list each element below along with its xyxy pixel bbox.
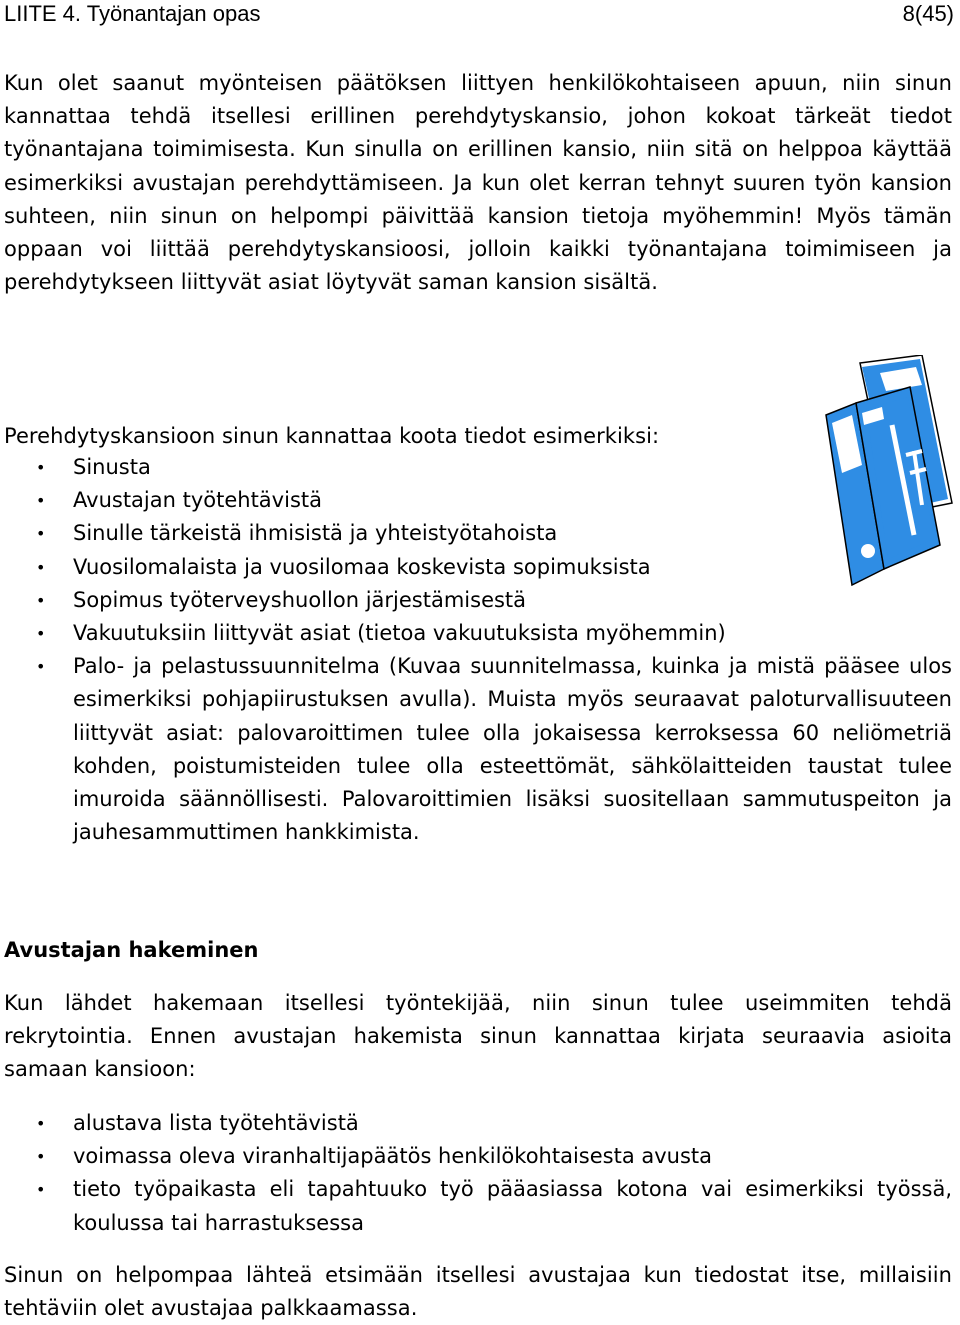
page-number: 8(45) [902, 1, 954, 26]
folder-items-list [0, 451, 952, 849]
bullet-icon: • [36, 1180, 46, 1200]
list-item: • Vakuutuksiin liittyvät asiat (tietoa vakuutuksista myöhemmin) [0, 617, 952, 650]
recruit-items-list [0, 1107, 952, 1240]
list-item: • voimassa oleva viranhaltijapäätös henkilökohtaisesta avusta [0, 1140, 952, 1173]
list-item: • tieto työpaikasta eli tapahtuuko työ pääasiassa kotona vai esimerkiksi työssä, koulussa tai harrastuksessa [0, 1173, 952, 1239]
bullet-icon: • [36, 491, 46, 511]
intro-paragraph: Kun olet saanut myönteisen päätöksen liittyen henkilökohtaiseen apuun, niin sinun kannattaa tehdä itsellesi erillinen perehdytyskansio, johon kokoat tärkeät tiedot työnantajana toimimisesta. Kun sinulla on erillinen kansio, niin sitä on helppoa käyttää esimerkiksi avustajan perehdyttämiseen. Ja kun olet kerran tehnyt suuren työn kansion suhteen, niin sinun on helpompi päivittää kansion tietoja myöhemmin! Myös tämän oppaan voi liittää perehdytyskansioosi, jolloin kaikki työnantajana toimimiseen ja perehdytykseen liittyvät asiat löytyvät saman kansion sisältä. [4, 71, 952, 295]
list-item: • Palo- ja pelastussuunnitelma (Kuvaa suunnitelmassa, kuinka ja mistä pääsee ulos esimerkiksi pohjapiirustuksen avulla). Muista myös seuraavat paloturvallisuuteen liittyvät asiat: palovaroittimen tulee olla jokaisessa kerroksessa 60 neliömetriä kohden, poistumisteiden tulee olla esteettömät, sähkölaitteiden taustat tulee imuroida säännöllisesti. Palovaroittimien lisäksi suositellaan sammutuspeiton ja jauhesammuttimen hankkimista. [0, 650, 952, 849]
list-item: • alustava lista työtehtävistä [0, 1107, 952, 1140]
bullet-icon: • [36, 1147, 46, 1167]
list-item: • Vuosilomalaista ja vuosilomaa koskevista sopimuksista [0, 551, 952, 584]
list-item: • Sinusta [0, 451, 952, 484]
page-header [4, 0, 954, 28]
bullet-icon: • [36, 524, 46, 544]
closing-paragraph: Sinun on helpompaa lähteä etsimään itsellesi avustajaa kun tiedostat itse, millaisiin tehtäviin olet avustajaa palkkaamassa. [4, 1263, 952, 1321]
list-item: • Sinulle tärkeistä ihmisistä ja yhteistyötahoista [0, 517, 952, 550]
bullet-icon: • [36, 624, 46, 644]
document-title: LIITE 4. Työnantajan opas [4, 1, 261, 26]
bullet-icon: • [36, 657, 46, 677]
list-item: • Sopimus työterveyshuollon järjestämisestä [0, 584, 952, 617]
folder-lead-paragraph: Perehdytyskansioon sinun kannattaa koota tiedot esimerkiksi: [4, 424, 660, 448]
recruit-intro-paragraph: Kun lähdet hakemaan itsellesi työntekijää, niin sinun tulee useimmiten tehdä rekrytointia. Ennen avustajan hakemista sinun kannattaa kirjata seuraavia asioita samaan kansioon: [4, 991, 952, 1082]
bullet-icon: • [36, 458, 46, 477]
list-item: • Avustajan työtehtävistä [0, 484, 952, 517]
section-heading: Avustajan hakeminen [4, 938, 259, 962]
bullet-icon: • [36, 557, 46, 577]
bullet-icon: • [36, 1114, 46, 1133]
bullet-icon: • [36, 590, 46, 610]
